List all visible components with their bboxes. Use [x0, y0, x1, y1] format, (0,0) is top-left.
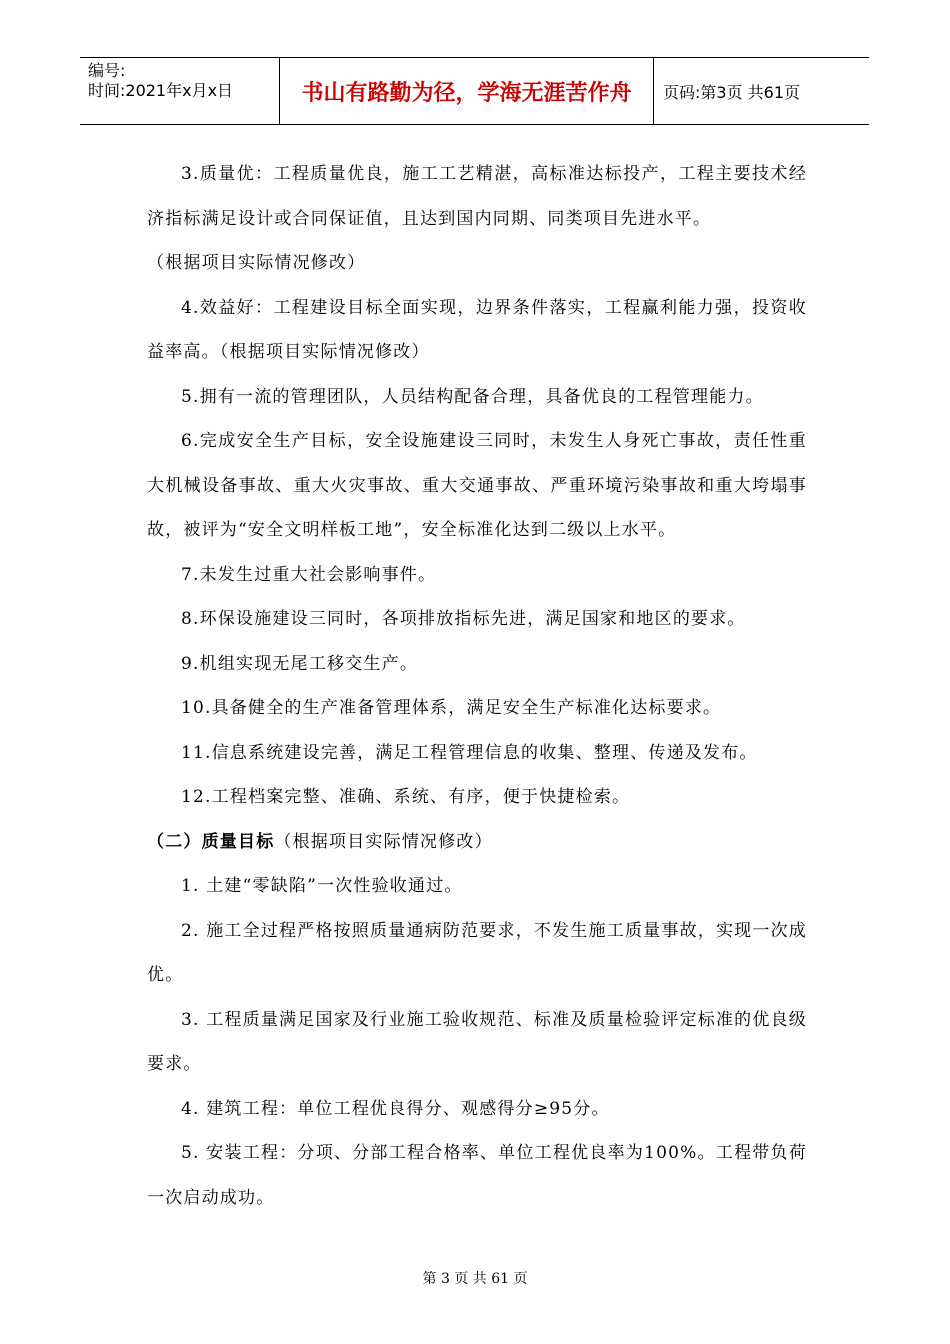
document-number-label: 编号: [88, 61, 126, 80]
paragraph: 3.质量优：工程质量优良，施工工艺精湛，高标准达标投产，工程主要技术经济指标满足设计或合同保证值，且达到国内同期、同类项目先进水平。 [147, 164, 807, 229]
section-note: （根据项目实际情况修改） [274, 831, 493, 852]
quality-item: 4. 建筑工程：单位工程优良得分、观感得分≥95分。 [181, 1098, 610, 1119]
paragraph: 8.环保设施建设三同时，各项排放指标先进，满足国家和地区的要求。 [181, 609, 746, 629]
quality-item: 2. 施工全过程严格按照质量通病防范要求，不发生施工质量事故，实现一次成优。 [147, 920, 807, 985]
paragraph: 9.机组实现无尾工移交生产。 [181, 653, 419, 674]
document-time-label: 时间:2021年x月x日 [88, 81, 234, 100]
quality-item: 1. 土建“零缺陷”一次性验收通过。 [181, 876, 463, 896]
quality-item: 5. 安装工程：分项、分部工程合格率、单位工程优良率为100%。工程带负荷一次启动成功。 [147, 1143, 807, 1208]
page-footer: 第 3 页 共 61 页 [422, 1271, 528, 1287]
paragraph: 6.完成安全生产目标，安全设施建设三同时，未发生人身死亡事故，责任性重大机械设备事故、重大火灾事故、重大交通事故、严重环境污染事故和重大垮塌事故，被评为“安全文明样板工地”，安全标准化达到二级以上水平。 [147, 431, 807, 540]
paragraph: 4.效益好：工程建设目标全面实现，边界条件落实，工程赢利能力强，投资收益率高。（根据项目实际情况修改） [147, 297, 807, 362]
section-heading [147, 820, 807, 865]
page-header [80, 57, 869, 125]
paragraph: （根据项目实际情况修改） [147, 253, 366, 273]
header-meta [80, 58, 280, 124]
paragraph: 11.信息系统建设完善，满足工程管理信息的收集、整理、传递及发布。 [181, 742, 758, 763]
paragraph: 12.工程档案完整、准确、系统、有序，便于快捷检索。 [181, 787, 631, 807]
paragraph: 10.具备健全的生产准备管理体系，满足安全生产标准化达标要求。 [181, 698, 722, 718]
quality-item: 3. 工程质量满足国家及行业施工验收规范、标准及质量检验评定标准的优良级要求。 [147, 1009, 807, 1074]
document-body [147, 152, 807, 1220]
header-motto: 书山有路勤为径，学海无涯苦作舟 [280, 58, 654, 124]
paragraph: 7.未发生过重大社会影响事件。 [181, 564, 437, 585]
paragraph: 5.拥有一流的管理团队，人员结构配备合理，具备优良的工程管理能力。 [181, 386, 764, 407]
header-page-info: 页码:第3页 共61页 [663, 82, 801, 102]
section-title: （二）质量目标 [147, 831, 275, 852]
